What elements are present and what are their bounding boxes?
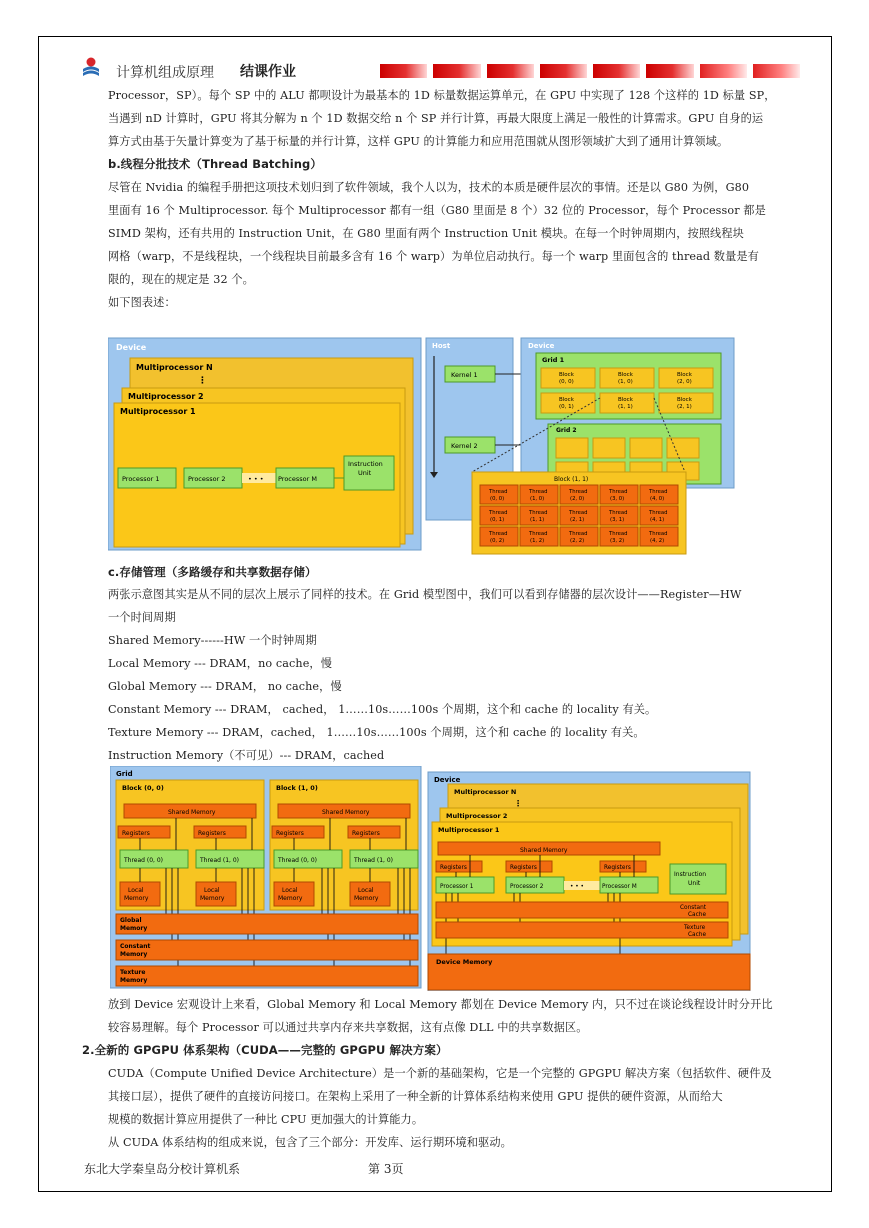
svg-text:Thread (1, 0): Thread (1, 0) (200, 857, 240, 864)
svg-text:Shared Memory: Shared Memory (322, 809, 370, 816)
svg-text:Registers: Registers (198, 830, 226, 837)
thread-label: Thread (529, 531, 548, 537)
thread-label: Thread (569, 489, 588, 495)
svg-text:Multiprocessor 2: Multiprocessor 2 (446, 812, 508, 820)
svg-text:Texture: Texture (684, 925, 706, 931)
svg-text:Host: Host (432, 342, 451, 350)
paragraph-device-memory: 放到 Device 宏观设计上来看，Global Memory 和 Local Memory 都划在 Device Memory 内，只不过在谈论线程设计时分开比 较容易理解。每个 Processor 可以通过共享内存来共享数据，这有点像 DLL 中的共享数据区。 (108, 998, 773, 1034)
svg-text:Multiprocessor N: Multiprocessor N (454, 788, 517, 796)
svg-text:Constant: Constant (680, 905, 707, 911)
svg-text:Processor 2: Processor 2 (188, 475, 226, 483)
svg-text:⋮: ⋮ (198, 376, 207, 386)
svg-text:⋮: ⋮ (514, 799, 522, 808)
memory-hierarchy-figure (110, 766, 755, 991)
svg-text:Grid: Grid (116, 770, 133, 778)
thread-index: (1, 1) (530, 517, 545, 523)
svg-text:Block: Block (559, 372, 574, 378)
thread-index: (1, 0) (530, 496, 545, 502)
svg-text:Instruction: Instruction (674, 871, 707, 878)
svg-text:Local: Local (282, 887, 298, 894)
svg-text:Memory: Memory (278, 895, 303, 902)
thread-batching-figure (108, 336, 738, 558)
svg-text:Constant: Constant (120, 943, 151, 950)
svg-text:Multiprocessor N: Multiprocessor N (136, 363, 213, 372)
svg-text:Registers: Registers (276, 830, 304, 837)
svg-text:(0, 0): (0, 0) (559, 379, 574, 385)
thread-index: (3, 2) (610, 538, 625, 544)
section-c-heading: c.存储管理（多路缓存和共享数据存储） (108, 565, 317, 579)
thread-index: (4, 1) (650, 517, 665, 523)
svg-text:Processor 1: Processor 1 (122, 475, 160, 483)
section-2-heading: 2.全新的 GPGPU 体系架构（CUDA——完整的 GPGPU 解决方案） (82, 1043, 448, 1057)
svg-text:• • •: • • • (248, 475, 264, 483)
thread-index: (0, 1) (490, 517, 505, 523)
svg-text:Local: Local (358, 887, 374, 894)
svg-text:Block (1, 1): Block (1, 1) (554, 476, 589, 483)
thread-index: (0, 2) (490, 538, 505, 544)
footer-school: 东北大学秦皇岛分校计算机系 (84, 1162, 241, 1176)
svg-text:Block: Block (559, 397, 574, 403)
thread-label: Thread (569, 531, 588, 537)
svg-text:Registers: Registers (604, 865, 631, 871)
svg-text:Thread (0, 0): Thread (0, 0) (124, 857, 164, 864)
svg-text:(1, 0): (1, 0) (618, 379, 633, 385)
thread-label: Thread (609, 531, 628, 537)
svg-text:Device Memory: Device Memory (436, 958, 493, 966)
svg-text:Processor M: Processor M (278, 475, 317, 483)
svg-text:Memory: Memory (120, 925, 148, 932)
svg-text:Registers: Registers (440, 865, 467, 871)
svg-text:Device: Device (434, 776, 461, 784)
svg-text:Registers: Registers (122, 830, 150, 837)
thread-label: Thread (489, 531, 508, 537)
course-title: 计算机组成原理 (116, 65, 214, 81)
thread-label: Thread (649, 489, 668, 495)
header-stripes (380, 64, 800, 78)
svg-text:Cache: Cache (688, 912, 707, 918)
thread-label: Thread (609, 489, 628, 495)
thread-index: (1, 2) (530, 538, 545, 544)
svg-text:Multiprocessor 1: Multiprocessor 1 (438, 826, 500, 834)
paragraph-cuda: CUDA（Compute Unified Device Architecture）是一个新的基础架构，它是一个完整的 GPGPU 解决方案（包括软件、硬件及 其接口层），提供了硬件的直接访问接口。在架构上采用了一种全新的计算体系结构来使用 GPU 提供的硬件资源，从而给大 规模的数据计算应用提供了一种比 CPU 更加强大的计算能力。 从 CUDA 体系结构的组成来说，包含了三个部分：开发库、运行期环境和驱动。 (108, 1067, 772, 1149)
thread-index: (3, 1) (610, 517, 625, 523)
paragraph-thread-batching: 尽管在 Nvidia 的编程手册把这项技术划归到了软件领域，我个人以为，技术的本质是硬件层次的事情。还是以 G80 为例，G80 里面有 16 个 Multiprocessor. 每个 Multiprocessor 都有一组（G80 里面是 8 个）32 位的 Processor，每个 Processor 都是 SIMD 架构，还有共用的 Instruction Unit，在 G80 里面有两个 Instruction Unit 模块。在每一个时钟周期内，按照线程块 网格（warp，不是线程块，一个线程块目前最多含有 16 个 warp）为单位启动执行。每一个 warp 里面包含的 thread 数量是有 限的，现在的规定是 32 个。 如下图表述： (108, 181, 766, 309)
thread-index: (2, 2) (570, 538, 585, 544)
thread-label: Thread (489, 489, 508, 495)
svg-text:Memory: Memory (124, 895, 149, 902)
svg-text:Device: Device (116, 343, 147, 352)
svg-text:Texture: Texture (120, 969, 146, 976)
thread-index: (4, 2) (650, 538, 665, 544)
school-logo-icon (80, 56, 102, 78)
svg-text:Registers: Registers (510, 865, 537, 871)
svg-text:Unit: Unit (688, 880, 701, 887)
svg-text:Block: Block (618, 372, 633, 378)
paragraph-memory: 两张示意图其实是从不同的层次上展示了同样的技术。在 Grid 模型图中，我们可以看到存储器的层次设计——Register—HW 一个时间周期 Shared Memory------HW 一个时钟周期 Local Memory --- DRAM，no cache，慢 Global Memory --- DRAM， no cache，慢 Constant Memory --- DRAM， cached， 1……10s……100s 个周期，这个和 cache 的 locality 有关。 Texture Memory --- DRAM，cached， 1……10s……100s 个周期，这个和 cache 的 locality 有关。 Instruction Memory（不可见）--- DRAM，cached (108, 588, 742, 762)
svg-text:Global: Global (120, 917, 142, 924)
thread-label: Thread (489, 510, 508, 516)
svg-text:Multiprocessor 2: Multiprocessor 2 (128, 392, 204, 401)
paragraph-sp: Processor，SP）。每个 SP 中的 ALU 都呗设计为最基本的 1D 标量数据运算单元，在 GPU 中实现了 128 个这样的 1D 标量 SP， 当遇到 nD 计算时，GPU 将其分解为 n 个 1D 数据交给 n 个 SP 并行计算，再最大限度上满足一般性的计算需求。GPU 自身的运 算方式由基于矢量计算变为了基于标量的并行计算，这样 GPU 的计算能力和应用范围就从图形领域扩大到了通用计算领域。 (108, 89, 776, 148)
svg-text:Block: Block (677, 372, 692, 378)
thread-index: (4, 0) (650, 496, 665, 502)
svg-text:(2, 0): (2, 0) (677, 379, 692, 385)
svg-text:(0, 1): (0, 1) (559, 404, 574, 410)
svg-text:Memory: Memory (120, 951, 148, 958)
svg-text:Shared Memory: Shared Memory (168, 809, 216, 816)
svg-text:Unit: Unit (358, 469, 372, 477)
svg-text:Device: Device (528, 342, 555, 350)
thread-label: Thread (649, 531, 668, 537)
section-b-heading: b.线程分批技术（Thread Batching） (108, 157, 322, 171)
thread-index: (2, 1) (570, 517, 585, 523)
svg-text:Memory: Memory (120, 977, 148, 984)
svg-text:Block: Block (618, 397, 633, 403)
thread-label: Thread (529, 510, 548, 516)
thread-index: (2, 0) (570, 496, 585, 502)
svg-text:Shared Memory: Shared Memory (520, 847, 568, 854)
svg-text:Cache: Cache (688, 932, 707, 938)
svg-text:Thread (1, 0): Thread (1, 0) (354, 857, 394, 864)
assignment-title: 结课作业 (240, 64, 296, 80)
svg-text:Memory: Memory (200, 895, 225, 902)
svg-text:Kernel 2: Kernel 2 (451, 442, 478, 450)
svg-text:Grid 2: Grid 2 (556, 427, 577, 434)
svg-text:(2, 1): (2, 1) (677, 404, 692, 410)
svg-text:Registers: Registers (352, 830, 380, 837)
svg-text:Local: Local (204, 887, 220, 894)
thread-index: (3, 0) (610, 496, 625, 502)
svg-text:Processor 2: Processor 2 (510, 884, 544, 890)
svg-text:Block (0, 0): Block (0, 0) (122, 784, 164, 792)
svg-text:Local: Local (128, 887, 144, 894)
svg-text:Block (1, 0): Block (1, 0) (276, 784, 318, 792)
svg-text:Instruction: Instruction (348, 460, 383, 468)
thread-label: Thread (609, 510, 628, 516)
svg-text:• • •: • • • (570, 884, 584, 890)
svg-text:Grid 1: Grid 1 (542, 356, 565, 364)
svg-text:Processor M: Processor M (602, 884, 637, 890)
thread-index: (0, 0) (490, 496, 505, 502)
svg-text:Multiprocessor 1: Multiprocessor 1 (120, 407, 196, 416)
thread-label: Thread (569, 510, 588, 516)
svg-text:Kernel 1: Kernel 1 (451, 371, 478, 379)
svg-text:Block: Block (677, 397, 692, 403)
svg-text:Memory: Memory (354, 895, 379, 902)
footer-page-number: 第 3页 (368, 1162, 404, 1176)
svg-text:Thread (0, 0): Thread (0, 0) (278, 857, 318, 864)
thread-label: Thread (649, 510, 668, 516)
svg-text:Processor 1: Processor 1 (440, 884, 474, 890)
svg-text:(1, 1): (1, 1) (618, 404, 633, 410)
thread-label: Thread (529, 489, 548, 495)
